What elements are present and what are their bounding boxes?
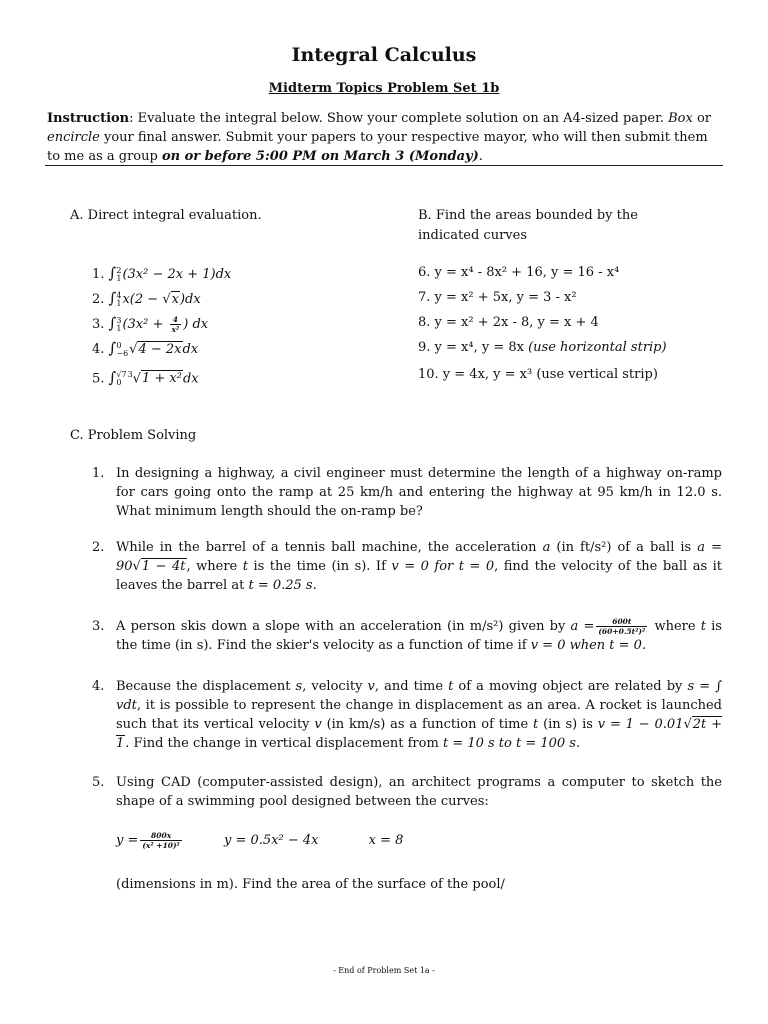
text-run: of a moving object are related by xyxy=(453,679,688,694)
problem-4 xyxy=(92,677,722,753)
lower-limit: −6 xyxy=(116,348,129,358)
section-a-heading: A. Direct integral evaluation. xyxy=(70,208,262,223)
curve-2: y = 0.5x² − 4x xyxy=(224,833,319,848)
divider-line xyxy=(45,165,723,166)
problem-3 xyxy=(92,617,722,655)
page-footer: - End of Problem Set 1a - xyxy=(333,966,435,975)
area-problem-9-note: (use horizontal strip) xyxy=(528,340,667,355)
item-number: 5. xyxy=(92,371,109,387)
problem-number: 1. xyxy=(92,466,105,481)
condition: t = 10 s to t = 100 s. xyxy=(442,736,581,751)
integral-4 xyxy=(92,338,198,358)
equation: a = xyxy=(570,619,595,634)
problem-number: 4. xyxy=(92,679,105,694)
integral-sign: ∫ xyxy=(108,368,117,387)
variable: v xyxy=(314,717,322,732)
area-problem-9 xyxy=(418,338,667,358)
fraction-numerator: 4 xyxy=(170,315,182,325)
text-run: , velocity xyxy=(302,679,368,694)
page-title: Integral Calculus xyxy=(291,44,477,66)
area-problem-10: 10. y = 4x, y = x³ (use vertical strip) xyxy=(418,367,658,382)
variable: t xyxy=(448,679,454,694)
integral-limits xyxy=(116,371,126,387)
upper-limit: 0 xyxy=(116,340,122,350)
lower-limit: 0 xyxy=(116,377,122,387)
text-run: , where xyxy=(186,559,243,574)
text-run: (in km/s) as a function of time xyxy=(321,717,533,732)
integral-5 xyxy=(92,365,199,385)
variable: s xyxy=(295,679,303,694)
upper-limit: 4 xyxy=(116,290,122,300)
integrand: (3x² − 2x + 1)dx xyxy=(122,267,232,282)
text-run: While in the barrel of a tennis ball machine, the acceleration xyxy=(116,540,543,555)
lower-limit: 1 xyxy=(116,273,122,283)
integrand: dx xyxy=(182,342,199,357)
integral-limits xyxy=(116,267,121,283)
area-problem-7: 7. y = x² + 5x, y = 3 - x² xyxy=(418,290,577,305)
integral-limits xyxy=(116,317,121,333)
curve-1 xyxy=(116,831,184,850)
text-run: , and time xyxy=(374,679,449,694)
condition: v = 0 when t = 0. xyxy=(530,638,647,653)
problem-number: 2. xyxy=(92,540,105,555)
fraction-numerator: 800x xyxy=(140,831,181,841)
radical-sign: √ xyxy=(162,292,171,307)
problem-text xyxy=(116,617,722,655)
section-b-heading: B. Find the areas bounded by the indicated curves xyxy=(418,208,638,243)
upper-limit: √7 xyxy=(116,369,127,379)
area-problem-6: 6. y = x⁴ - 8x² + 16, y = 16 - x⁴ xyxy=(418,265,620,280)
condition: t = 0.25 s. xyxy=(248,578,317,593)
problem-number: 3. xyxy=(92,619,105,634)
text-run: (in ft/s²) of a ball is xyxy=(550,540,698,555)
fraction-denominator: (60+0.5t²)² xyxy=(598,627,646,636)
fraction xyxy=(596,617,647,636)
instruction-text: your final answer. Submit your papers to your respective mayor, who will then submit them to me as a group xyxy=(47,130,708,164)
integral-3 xyxy=(92,313,208,333)
problem-text xyxy=(116,538,722,595)
upper-limit: 3 xyxy=(116,315,122,325)
integrand: ) dx xyxy=(183,317,209,332)
radical-sign: √ xyxy=(132,371,141,387)
text-run: Because the displacement xyxy=(116,679,296,694)
variable: t xyxy=(533,717,539,732)
equation: v = 1 − 0.01 xyxy=(597,717,684,732)
radicand: x xyxy=(171,292,179,307)
text-run: where xyxy=(649,619,701,634)
item-number: 3. xyxy=(92,317,109,332)
integrand: )dx xyxy=(179,292,201,307)
integral-sign: ∫ xyxy=(108,339,117,357)
text-run: . Find the change in vertical displacement from xyxy=(125,736,443,751)
problem-5 xyxy=(92,773,722,811)
integral-1 xyxy=(92,263,231,283)
integral-sign: ∫ xyxy=(108,264,117,282)
text-run: , find the velocity of the ball as it leaves the barrel at xyxy=(116,559,723,593)
instruction-label: Instruction xyxy=(47,111,130,126)
instruction-text: or xyxy=(692,111,712,126)
section-c-heading: C. Problem Solving xyxy=(70,428,197,443)
page-subtitle: Midterm Topics Problem Set 1b xyxy=(268,81,500,96)
integrand: (3x² + xyxy=(122,317,168,332)
radicand: 4 − 2x xyxy=(138,342,182,357)
text-run: is the time (in s). Find the skier's velocity as a function of time if xyxy=(116,619,722,653)
fraction xyxy=(140,831,181,850)
problem-number: 5. xyxy=(92,775,105,790)
area-problem-9-curves: 9. y = x⁴, y = 8x xyxy=(418,340,529,355)
fraction-denominator: x² xyxy=(171,325,180,334)
instruction-deadline: on or before 5:00 PM on March 3 (Monday) xyxy=(161,149,479,164)
radical-sign: √ xyxy=(132,559,141,574)
lower-limit: 1 xyxy=(116,298,122,308)
integral-limits xyxy=(116,292,121,308)
problem-1 xyxy=(92,464,722,521)
equation: s = ∫ vdt xyxy=(116,679,722,713)
variable: t xyxy=(700,619,706,634)
variable: v xyxy=(367,679,375,694)
instruction-encircle: encircle xyxy=(47,130,100,145)
integral-limits xyxy=(116,342,128,358)
fraction xyxy=(170,315,182,334)
item-number: 2. xyxy=(92,292,109,307)
radical-sign: √ xyxy=(683,717,692,732)
fraction-denominator: (x² +10)² xyxy=(142,841,180,850)
integrand: x(2 − xyxy=(122,292,163,307)
instruction-paragraph xyxy=(47,109,722,166)
problem-5-tail xyxy=(92,875,722,894)
item-number: 1. xyxy=(92,267,109,282)
instruction-box: Box xyxy=(668,111,693,126)
integral-sign: ∫ xyxy=(108,289,117,307)
equation: a = 90 xyxy=(116,540,722,574)
variable: a xyxy=(542,540,551,555)
radicand: 1 + x² xyxy=(141,371,182,387)
upper-limit: 2 xyxy=(116,265,122,275)
item-number: 4. xyxy=(92,342,109,357)
problem-text: (dimensions in m). Find the area of the surface of the pool/ xyxy=(116,877,505,892)
area-problem-8: 8. y = x² + 2x - 8, y = x + 4 xyxy=(418,315,599,330)
root-index: 3 xyxy=(127,370,133,379)
problem-text xyxy=(116,677,722,753)
integral-sign: ∫ xyxy=(108,314,117,332)
lower-limit: 1 xyxy=(116,323,122,333)
curve-equations xyxy=(116,831,403,850)
radical-sign: √ xyxy=(129,342,138,357)
instruction-text: : Evaluate the integral below. Show your complete solution on an A4-sized paper. xyxy=(129,111,669,126)
text-run: is the time (in s). If xyxy=(247,559,392,574)
integral-2 xyxy=(92,288,201,308)
fraction-numerator: 600t xyxy=(596,617,647,627)
instruction-text: . xyxy=(478,149,483,164)
problem-text: Using CAD (computer-assisted design), an architect programs a computer to sketch the shape of a swimming pool designed between the curves: xyxy=(116,775,722,809)
text-run: A person skis down a slope with an acceleration (in m/s²) given by xyxy=(116,619,571,634)
radicand: 2t + 1 xyxy=(116,717,722,751)
text-run: (in s) is xyxy=(538,717,598,732)
text-run: , it is possible to represent the change in displacement as an area. A rocket is launched such that its vertical velocity xyxy=(116,698,722,732)
problem-text: In designing a highway, a civil engineer must determine the length of a highway on-ramp for cars going onto the ramp at 25 km/h and entering the highway at 95 km/h in 12.0 s. What minimum length should the on-ramp be? xyxy=(116,466,722,519)
radicand: 1 − 4t xyxy=(141,559,186,574)
curve-3: x = 8 xyxy=(368,833,404,848)
integrand: dx xyxy=(182,371,199,387)
equation: y = xyxy=(116,833,139,848)
problem-2 xyxy=(92,538,722,595)
variable: t xyxy=(242,559,248,574)
condition: v = 0 for t = 0 xyxy=(391,559,495,574)
